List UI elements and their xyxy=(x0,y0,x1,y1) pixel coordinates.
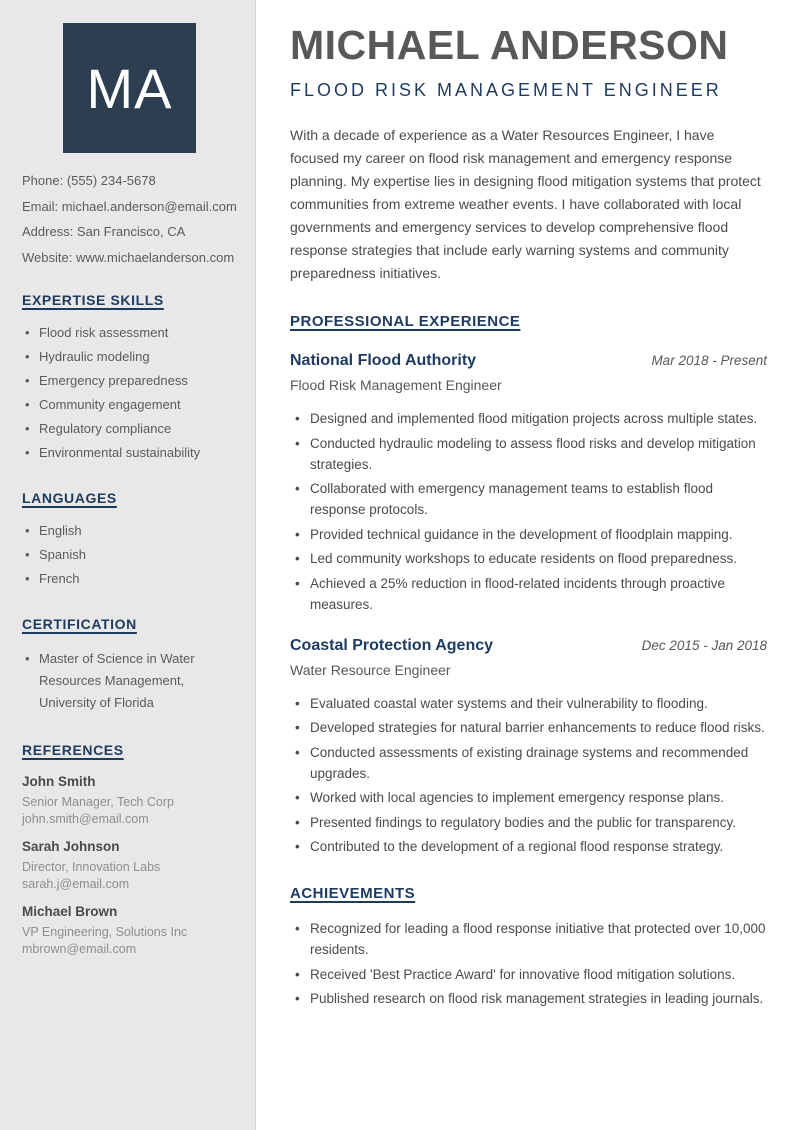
achievements-heading: ACHIEVEMENTS xyxy=(290,885,416,903)
job-role: Water Resource Engineer xyxy=(290,661,451,678)
skill-item: • Flood risk assessment xyxy=(22,324,237,342)
achievements-list xyxy=(290,918,767,1009)
avatar-initials: MA xyxy=(86,56,173,120)
page-title: MICHAEL ANDERSON xyxy=(290,22,729,68)
reference-name: Sarah Johnson xyxy=(22,838,120,854)
job-bullet: • Developed strategies for natural barrier enhancements to reduce flood risks. xyxy=(290,717,767,738)
experience-entry xyxy=(290,352,767,615)
headline-job-title: FLOOD RISK MANAGEMENT ENGINEER xyxy=(290,80,722,101)
job-bullet: • Contributed to the development of a regional flood response strategy. xyxy=(290,836,767,857)
references-section xyxy=(22,742,237,958)
job-header xyxy=(290,637,767,655)
certification-item: • Master of Science in Water Resources Management, University of Florida xyxy=(22,648,237,714)
reference-role: Director, Innovation Labs xyxy=(22,859,161,874)
skill-item: • Hydraulic modeling xyxy=(22,348,237,366)
skill-item: • Emergency preparedness xyxy=(22,372,237,390)
languages-section xyxy=(22,490,237,588)
skill-item: • Community engagement xyxy=(22,396,237,414)
job-bullet: • Evaluated coastal water systems and their vulnerability to flooding. xyxy=(290,693,767,714)
job-bullet-list xyxy=(290,693,767,858)
reference-email: sarah.j@email.com xyxy=(22,876,130,891)
reference-email: mbrown@email.com xyxy=(22,941,137,956)
contact-email: Email: michael.anderson@email.com xyxy=(22,198,237,214)
reference-entry xyxy=(22,774,237,828)
contact-info xyxy=(22,174,237,264)
job-dates: Dec 2015 - Jan 2018 xyxy=(641,637,767,653)
job-bullet: • Presented findings to regulatory bodies and the public for transparency. xyxy=(290,812,767,833)
skill-item: • Regulatory compliance xyxy=(22,420,237,438)
certification-section xyxy=(22,616,237,714)
references-heading: REFERENCES xyxy=(22,741,124,758)
reference-role: VP Engineering, Solutions Inc xyxy=(22,924,188,939)
achievement-item: • Published research on flood risk management strategies in leading journals. xyxy=(290,988,767,1009)
skills-list xyxy=(22,324,237,462)
languages-heading: LANGUAGES xyxy=(22,489,117,506)
job-bullet: • Provided technical guidance in the development of floodplain mapping. xyxy=(290,524,767,545)
skills-section xyxy=(22,292,237,462)
reference-entry xyxy=(22,904,237,958)
sidebar xyxy=(0,0,256,1130)
job-dates: Mar 2018 - Present xyxy=(651,353,767,369)
language-item: • Spanish xyxy=(22,546,237,564)
summary-paragraph: With a decade of experience as a Water Resources Engineer, I have focused my career on flood risk management and emergency response planning. My expertise lies in designing flood mitigation systems that protect communities from extreme weather events. I have collaborated with local governments and emergency services to develop comprehensive flood response strategies that include early warning systems and community preparedness initiatives. xyxy=(290,127,761,282)
company-name: National Flood Authority xyxy=(290,352,477,370)
job-bullet: • Conducted hydraulic modeling to assess flood risks and develop mitigation strategies. xyxy=(290,433,767,475)
job-bullet: • Designed and implemented flood mitigation projects across multiple states. xyxy=(290,408,767,429)
achievement-item: • Received 'Best Practice Award' for innovative flood mitigation solutions. xyxy=(290,964,767,985)
experience-heading: PROFESSIONAL EXPERIENCE xyxy=(290,313,521,331)
reference-entry xyxy=(22,839,237,893)
contact-website: Website: www.michaelanderson.com xyxy=(22,249,235,265)
job-bullet: • Led community workshops to educate residents on flood preparedness. xyxy=(290,548,767,569)
main-content xyxy=(256,0,800,1130)
avatar xyxy=(63,23,196,153)
job-bullet: • Collaborated with emergency management teams to establish flood response protocols. xyxy=(290,478,767,520)
job-header xyxy=(290,352,767,370)
reference-name: Michael Brown xyxy=(22,903,118,919)
reference-role: Senior Manager, Tech Corp xyxy=(22,794,174,809)
certification-heading: CERTIFICATION xyxy=(22,615,137,632)
reference-email: john.smith@email.com xyxy=(22,811,149,826)
reference-name: John Smith xyxy=(22,773,96,789)
language-item: • French xyxy=(22,570,237,588)
achievement-item: • Recognized for leading a flood response initiative that protected over 10,000 residents. xyxy=(290,918,767,960)
skill-item: • Environmental sustainability xyxy=(22,444,237,462)
languages-list xyxy=(22,522,237,588)
job-bullet-list xyxy=(290,408,767,615)
job-role: Flood Risk Management Engineer xyxy=(290,377,502,394)
job-bullet: • Achieved a 25% reduction in flood-related incidents through proactive measures. xyxy=(290,573,767,615)
contact-address: Address: San Francisco, CA xyxy=(22,224,186,239)
contact-phone: Phone: (555) 234-5678 xyxy=(22,173,156,188)
certification-list xyxy=(22,648,237,714)
job-bullet: • Conducted assessments of existing drainage systems and recommended upgrades. xyxy=(290,742,767,784)
company-name: Coastal Protection Agency xyxy=(290,636,494,654)
experience-entry xyxy=(290,637,767,858)
skills-heading: EXPERTISE SKILLS xyxy=(22,291,164,308)
job-bullet: • Worked with local agencies to implement emergency response plans. xyxy=(290,787,767,808)
language-item: • English xyxy=(22,522,237,540)
